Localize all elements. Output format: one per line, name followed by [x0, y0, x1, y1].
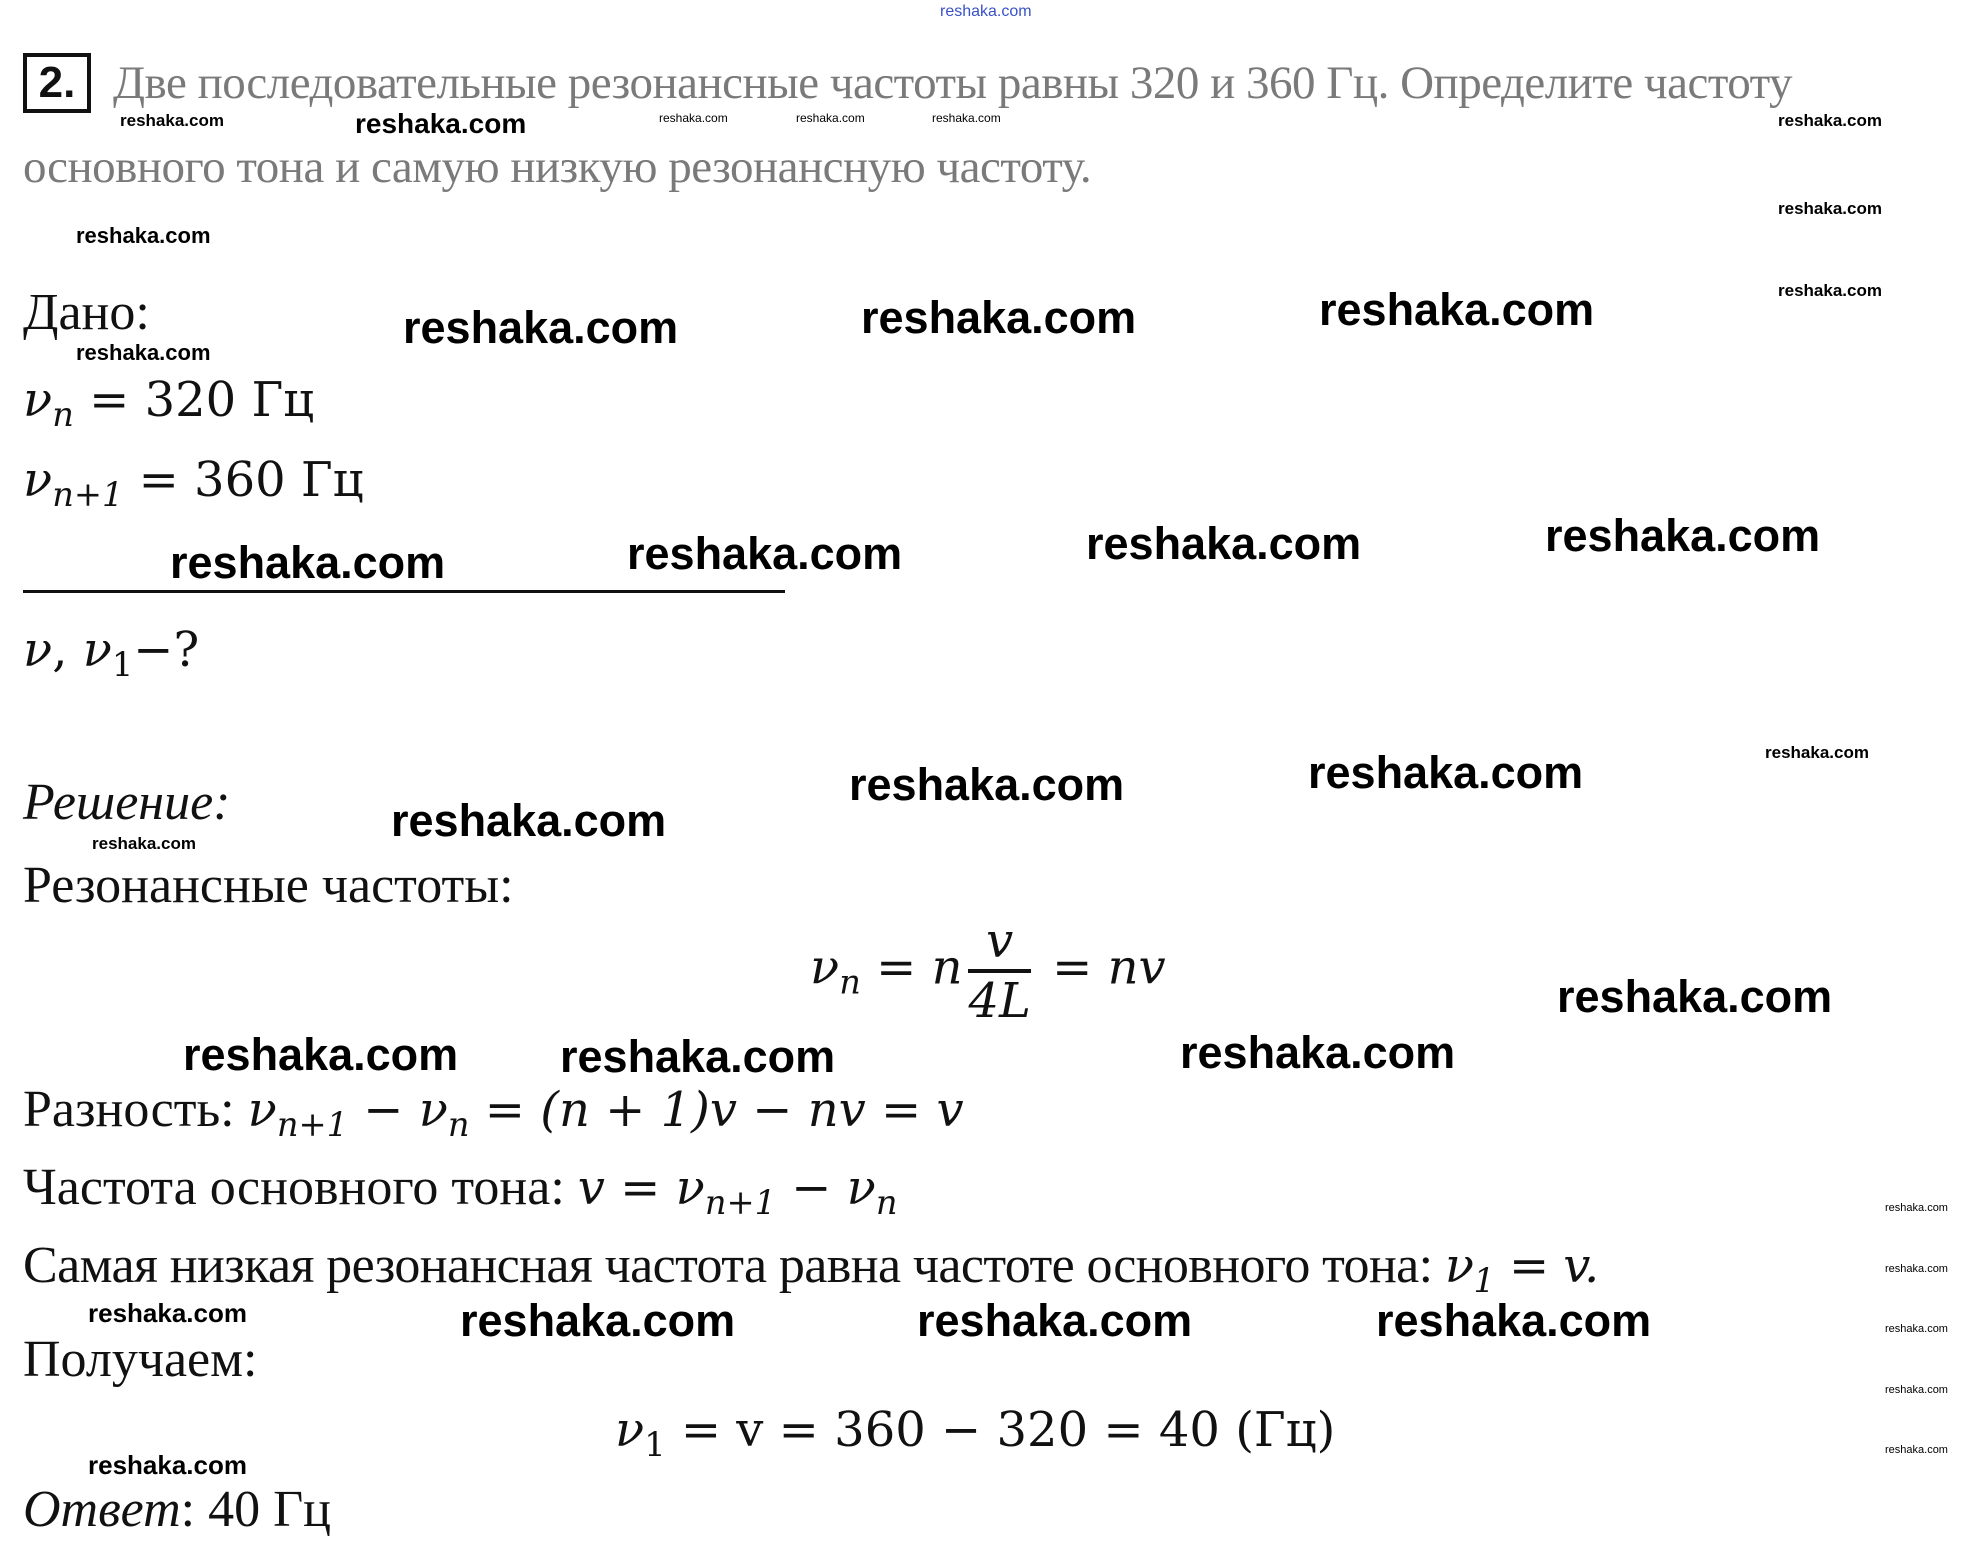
formula-eq: = n: [860, 939, 963, 996]
formula-rhs: = nv: [1036, 939, 1166, 996]
watermark: reshaka.com: [76, 223, 211, 248]
difference-line: [23, 1081, 964, 1145]
find-line: [23, 620, 200, 685]
nu-symbol: ν: [23, 372, 53, 428]
denominator: 4L: [968, 973, 1031, 1029]
given-frequency-n: [23, 370, 315, 435]
question: −?: [133, 622, 200, 678]
fraction: [968, 915, 1030, 1027]
watermark: reshaka.com: [1885, 1202, 1948, 1214]
watermark: reshaka.com: [120, 111, 224, 130]
problem-number: 2.: [23, 53, 91, 113]
subscript: 1: [111, 645, 134, 685]
answer-line: [23, 1482, 331, 1538]
answer-value: : 40 Гц: [180, 1481, 331, 1538]
watermark: reshaka.com: [183, 1029, 459, 1080]
eq: v =: [577, 1160, 676, 1216]
resonant-label: Резонансные частоты:: [23, 857, 514, 914]
watermark: reshaka.com: [88, 1450, 247, 1480]
watermark: reshaka.com: [1319, 284, 1595, 335]
difference-rhs: = (n + 1)v − nv = v: [469, 1082, 964, 1138]
label: Частота основного тона:: [23, 1159, 578, 1216]
label: Самая низкая резонансная частота равна частоте основного тона:: [23, 1237, 1445, 1294]
lowest-line: [23, 1237, 1599, 1301]
watermark: reshaka.com: [1885, 1323, 1948, 1335]
watermark: reshaka.com: [1778, 281, 1882, 300]
watermark: reshaka.com: [1086, 518, 1362, 569]
nu-symbol: ν: [418, 1082, 448, 1138]
eq: = v.: [1494, 1238, 1599, 1294]
watermark: reshaka.com: [796, 111, 865, 125]
nu-symbol: ν: [247, 1082, 277, 1138]
subscript: n: [447, 1105, 470, 1145]
answer-label: Ответ: [23, 1481, 181, 1538]
watermark: reshaka.com: [170, 537, 446, 588]
watermark: reshaka.com: [932, 111, 1001, 125]
watermark: reshaka.com: [917, 1295, 1193, 1346]
problem-text-line2: основного тона и самую низкую резонансную частоту.: [23, 141, 1092, 193]
value: = 320 Гц: [73, 372, 315, 428]
label: Разность:: [23, 1081, 248, 1138]
resonance-formula: [810, 915, 1166, 1027]
subscript: n+1: [704, 1183, 776, 1223]
watermark: reshaka.com: [940, 3, 1032, 20]
nu-symbol: ν: [615, 1402, 645, 1458]
nu-symbol: ν: [1444, 1238, 1474, 1294]
minus: −: [775, 1160, 847, 1216]
subscript: n+1: [52, 475, 124, 515]
nu-symbol: ν: [23, 622, 53, 678]
watermark: reshaka.com: [861, 292, 1137, 343]
watermark: reshaka.com: [849, 759, 1125, 810]
minus: −: [347, 1082, 419, 1138]
watermark: reshaka.com: [627, 528, 903, 579]
watermark: reshaka.com: [355, 108, 527, 139]
watermark: reshaka.com: [460, 1295, 736, 1346]
watermark: reshaka.com: [1308, 747, 1584, 798]
nu-symbol: ν: [82, 622, 112, 678]
watermark: reshaka.com: [92, 834, 196, 853]
subscript: n: [875, 1183, 898, 1223]
watermark: reshaka.com: [1376, 1295, 1652, 1346]
watermark: reshaka.com: [1885, 1384, 1948, 1396]
nu-symbol: ν: [810, 939, 840, 996]
given-heading: Дано:: [23, 284, 150, 341]
numerator: v: [986, 913, 1014, 969]
watermark: reshaka.com: [403, 302, 679, 353]
watermark: reshaka.com: [88, 1298, 247, 1328]
solution-heading: Решение:: [23, 774, 231, 831]
watermark: reshaka.com: [1778, 199, 1882, 218]
watermark: reshaka.com: [1885, 1263, 1948, 1275]
subscript: 1: [644, 1425, 666, 1465]
watermark: reshaka.com: [1545, 510, 1821, 561]
result-rhs: = v = 360 − 320 = 40 (Гц): [665, 1402, 1336, 1458]
separator: ,: [52, 622, 83, 678]
fundamental-line: [23, 1159, 898, 1223]
value: = 360 Гц: [123, 452, 364, 508]
subscript: n+1: [276, 1105, 348, 1145]
subscript: n: [52, 395, 74, 435]
result-equation: [615, 1400, 1336, 1465]
watermark: reshaka.com: [1778, 111, 1882, 130]
watermark: reshaka.com: [560, 1031, 836, 1082]
subscript: 1: [1473, 1261, 1495, 1301]
given-divider: [23, 590, 785, 593]
nu-symbol: ν: [675, 1160, 705, 1216]
watermark: reshaka.com: [659, 111, 728, 125]
watermark: reshaka.com: [1180, 1027, 1456, 1078]
watermark: reshaka.com: [391, 795, 667, 846]
watermark: reshaka.com: [1557, 971, 1833, 1022]
given-frequency-n-plus-1: [23, 450, 364, 515]
subscript: n: [839, 962, 861, 1002]
watermark: reshaka.com: [1885, 1444, 1948, 1456]
watermark: reshaka.com: [1765, 743, 1869, 762]
problem-text-line1: Две последовательные резонансные частоты равны 320 и 360 Гц. Определите частоту: [113, 57, 1793, 109]
result-label: Получаем:: [23, 1331, 258, 1388]
nu-symbol: ν: [23, 452, 53, 508]
watermark: reshaka.com: [76, 340, 211, 365]
nu-symbol: ν: [846, 1160, 876, 1216]
